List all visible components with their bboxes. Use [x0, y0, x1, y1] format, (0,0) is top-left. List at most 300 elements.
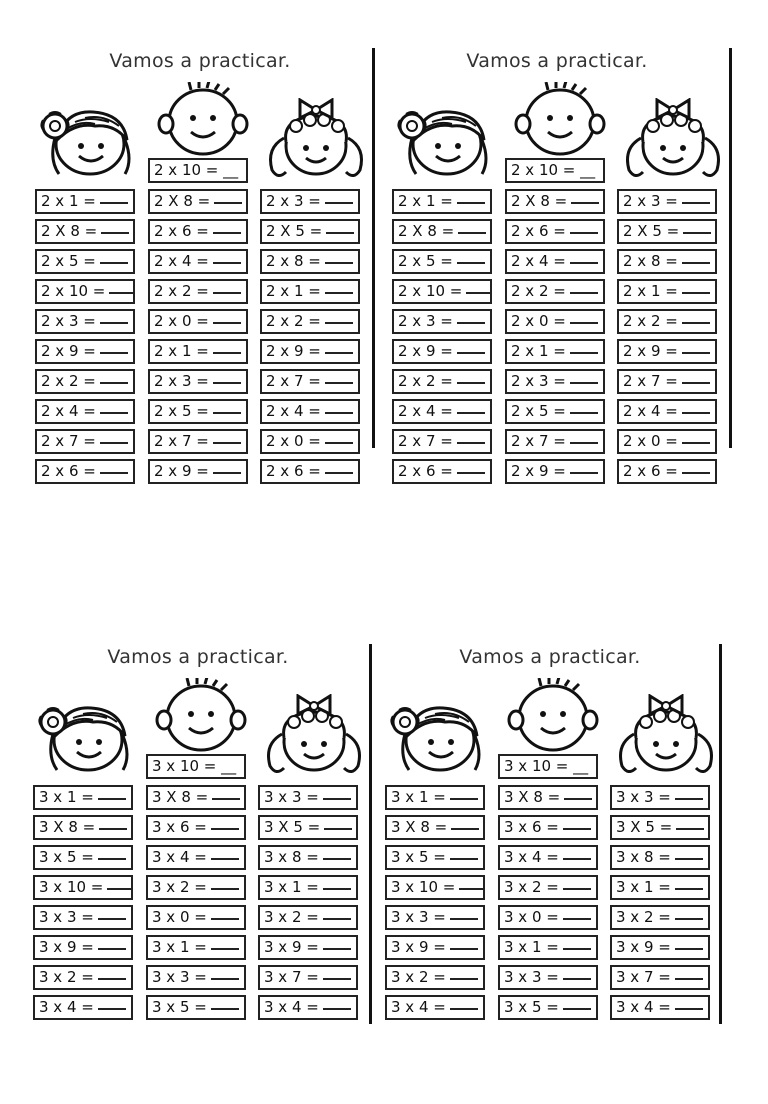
multiplication-problem[interactable] [146, 815, 246, 840]
answer-blank[interactable] [325, 262, 353, 264]
problem-text: 3 x 1 = [264, 878, 319, 896]
problem-text: 2 x 9 = [154, 462, 209, 480]
multiplication-problem[interactable] [385, 995, 485, 1020]
multiplication-problem[interactable] [617, 369, 717, 394]
answer-blank[interactable] [213, 472, 241, 474]
multiplication-problem[interactable] [505, 189, 605, 214]
girl-bow-icon [258, 694, 368, 783]
answer-blank[interactable] [323, 918, 351, 920]
girl-flower-icon [385, 696, 485, 780]
multiplication-problem[interactable] [258, 905, 358, 930]
problem-text: 3 x 9 = [39, 938, 94, 956]
multiplication-problem[interactable] [35, 399, 135, 424]
multiplication-problem[interactable] [35, 369, 135, 394]
multiplication-problem[interactable] [258, 815, 358, 840]
multiplication-problem[interactable] [148, 189, 248, 214]
multiplication-problem[interactable] [258, 965, 358, 990]
answer-blank[interactable] [323, 888, 351, 890]
answer-blank[interactable] [211, 888, 239, 890]
problem-text: 3 x 9 = [391, 938, 446, 956]
multiplication-problem[interactable] [498, 935, 598, 960]
multiplication-problem[interactable] [146, 965, 246, 990]
answer-blank[interactable] [563, 918, 591, 920]
multiplication-problem[interactable] [610, 965, 710, 990]
answer-blank[interactable] [570, 412, 598, 414]
answer-blank[interactable] [211, 1008, 239, 1010]
problem-text: 2 x 7 = [398, 432, 453, 450]
answer-blank[interactable] [213, 292, 241, 294]
answer-blank[interactable] [675, 858, 703, 860]
answer-blank[interactable] [457, 262, 485, 264]
answer-blank[interactable] [323, 858, 351, 860]
problem-text: 3 x 10 = [39, 878, 104, 896]
problem-text: 3 x 5 = [391, 848, 446, 866]
answer-blank[interactable] [683, 232, 711, 234]
problem-text: 2 X 8 = [511, 192, 568, 210]
problem-text: 2 x 4 = [623, 402, 678, 420]
answer-blank[interactable] [675, 978, 703, 980]
multiplication-problem[interactable] [146, 785, 246, 810]
multiplication-problem[interactable] [617, 219, 717, 244]
problem-text: 2 x 5 = [511, 402, 566, 420]
multiplication-problem[interactable] [146, 905, 246, 930]
problem-text: 3 x 3 = [504, 968, 559, 986]
multiplication-problem[interactable] [392, 429, 492, 454]
multiplication-problem[interactable] [617, 249, 717, 274]
answer-blank[interactable] [457, 202, 485, 204]
problem-text: 3 x 3 = [152, 968, 207, 986]
problem-text: 2 x 6 = [154, 222, 209, 240]
answer-blank[interactable] [450, 1008, 478, 1010]
problem-text: 3 x 6 = [504, 818, 559, 836]
multiplication-problem[interactable] [33, 785, 133, 810]
sheet-title: Vamos a practicar. [107, 646, 289, 668]
answer-blank[interactable] [570, 352, 598, 354]
problem-text: 3 x 1 = [39, 788, 94, 806]
problem-text: 2 x 7 = [511, 432, 566, 450]
multiplication-problem[interactable] [148, 339, 248, 364]
multiplication-problem[interactable] [35, 249, 135, 274]
problem-text: 2 x 8 = [623, 252, 678, 270]
multiplication-problem[interactable] [385, 905, 485, 930]
multiplication-problem[interactable] [260, 339, 360, 364]
answer-blank[interactable] [459, 888, 485, 890]
answer-blank[interactable] [450, 798, 478, 800]
answer-blank[interactable] [325, 202, 353, 204]
multiplication-problem[interactable] [35, 339, 135, 364]
multiplication-problem[interactable] [33, 875, 133, 900]
answer-blank[interactable] [325, 442, 353, 444]
multiplication-problem[interactable] [505, 219, 605, 244]
sheet-title: Vamos a practicar. [459, 646, 641, 668]
multiplication-problem[interactable] [35, 309, 135, 334]
answer-blank[interactable] [457, 412, 485, 414]
sheet-title: Vamos a practicar. [466, 50, 648, 72]
problem-text: 3 X 5 = [264, 818, 321, 836]
multiplication-problem[interactable] [148, 459, 248, 484]
multiplication-problem[interactable] [505, 459, 605, 484]
sheet-title: Vamos a practicar. [109, 50, 291, 72]
answer-blank[interactable] [325, 292, 353, 294]
multiplication-problem[interactable] [385, 965, 485, 990]
answer-blank[interactable] [213, 442, 241, 444]
problem-text: 2 x 4 = [398, 402, 453, 420]
problem-text: 3 x 6 = [152, 818, 207, 836]
sheet-divider [372, 48, 375, 448]
multiplication-problem[interactable] [258, 995, 358, 1020]
problem-text: 2 x 1 = [398, 192, 453, 210]
practice-sheet [392, 48, 737, 508]
answer-blank[interactable] [100, 322, 128, 324]
multiplication-problem[interactable] [392, 309, 492, 334]
multiplication-problem[interactable] [505, 249, 605, 274]
multiplication-problem[interactable] [148, 429, 248, 454]
answer-blank[interactable] [98, 798, 126, 800]
answer-blank[interactable] [675, 888, 703, 890]
answer-blank[interactable] [563, 948, 591, 950]
multiplication-problem[interactable] [258, 935, 358, 960]
problem-text: 3 x 4 = [152, 848, 207, 866]
answer-blank[interactable] [100, 352, 128, 354]
multiplication-problem[interactable] [498, 965, 598, 990]
problem-text: 3 X 8 = [152, 788, 209, 806]
answer-blank[interactable] [211, 978, 239, 980]
multiplication-problem[interactable] [260, 399, 360, 424]
problem-text: 3 x 7 = [616, 968, 671, 986]
practice-sheet [385, 644, 730, 1104]
problem-text: 2 x 9 = [398, 342, 453, 360]
problem-text: 2 x 2 = [511, 282, 566, 300]
answer-blank[interactable] [323, 798, 351, 800]
answer-blank[interactable] [325, 382, 353, 384]
problem-text: 2 x 2 = [266, 312, 321, 330]
problem-text: 3 x 3 = [264, 788, 319, 806]
multiplication-problem[interactable] [146, 995, 246, 1020]
answer-blank[interactable] [213, 352, 241, 354]
multiplication-problem[interactable] [148, 219, 248, 244]
multiplication-problem[interactable] [617, 459, 717, 484]
problem-text: 2 x 3 = [511, 372, 566, 390]
answer-blank[interactable] [98, 1008, 126, 1010]
multiplication-problem[interactable] [33, 935, 133, 960]
answer-blank[interactable] [212, 798, 240, 800]
multiplication-problem[interactable] [260, 429, 360, 454]
multiplication-problem[interactable] [35, 219, 135, 244]
multiplication-problem[interactable] [498, 845, 598, 870]
problem-text: 2 X 5 = [623, 222, 680, 240]
multiplication-problem[interactable] [617, 279, 717, 304]
multiplication-problem[interactable] [610, 995, 710, 1020]
problem-text: 3 x 1 = [152, 938, 207, 956]
girl-flower-icon [33, 696, 133, 780]
answer-blank[interactable] [100, 262, 128, 264]
multiplication-problem[interactable] [385, 845, 485, 870]
multiplication-problem[interactable] [385, 785, 485, 810]
top-problem-box: 3 x 10 = __ [498, 754, 598, 779]
answer-blank[interactable] [466, 292, 492, 294]
multiplication-problem[interactable] [260, 369, 360, 394]
multiplication-problem[interactable] [35, 279, 135, 304]
problem-text: 2 x 3 = [154, 372, 209, 390]
problem-text: 2 x 2 = [154, 282, 209, 300]
problem-text: 2 x 10 = [41, 282, 106, 300]
answer-blank[interactable] [325, 322, 353, 324]
problem-text: 3 x 4 = [616, 998, 671, 1016]
multiplication-problem[interactable] [505, 339, 605, 364]
answer-blank[interactable] [563, 1008, 591, 1010]
answer-blank[interactable] [325, 352, 353, 354]
answer-blank[interactable] [100, 382, 128, 384]
answer-blank[interactable] [323, 948, 351, 950]
answer-blank[interactable] [211, 948, 239, 950]
multiplication-problem[interactable] [610, 935, 710, 960]
problem-text: 2 x 3 = [623, 192, 678, 210]
answer-blank[interactable] [325, 412, 353, 414]
multiplication-problem[interactable] [505, 399, 605, 424]
answer-blank[interactable] [326, 232, 354, 234]
multiplication-problem[interactable] [148, 279, 248, 304]
problem-text: 3 x 4 = [391, 998, 446, 1016]
answer-blank[interactable] [100, 412, 128, 414]
problem-text: 2 x 2 = [623, 312, 678, 330]
answer-blank[interactable] [107, 888, 133, 890]
problem-text: 2 x 7 = [154, 432, 209, 450]
answer-blank[interactable] [98, 858, 126, 860]
multiplication-problem[interactable] [610, 845, 710, 870]
answer-blank[interactable] [211, 828, 239, 830]
problem-text: 3 X 8 = [504, 788, 561, 806]
answer-blank[interactable] [211, 858, 239, 860]
multiplication-problem[interactable] [392, 339, 492, 364]
answer-blank[interactable] [457, 442, 485, 444]
multiplication-problem[interactable] [498, 785, 598, 810]
multiplication-problem[interactable] [33, 845, 133, 870]
answer-blank[interactable] [682, 412, 710, 414]
multiplication-problem[interactable] [146, 935, 246, 960]
answer-blank[interactable] [682, 322, 710, 324]
answer-blank[interactable] [564, 798, 592, 800]
answer-blank[interactable] [563, 858, 591, 860]
answer-blank[interactable] [563, 828, 591, 830]
answer-blank[interactable] [675, 918, 703, 920]
multiplication-problem[interactable] [258, 785, 358, 810]
problem-text: 2 x 4 = [511, 252, 566, 270]
answer-blank[interactable] [213, 322, 241, 324]
answer-blank[interactable] [682, 202, 710, 204]
multiplication-problem[interactable] [392, 399, 492, 424]
multiplication-problem[interactable] [35, 429, 135, 454]
multiplication-problem[interactable] [617, 309, 717, 334]
problem-text: 2 x 0 = [623, 432, 678, 450]
answer-blank[interactable] [100, 202, 128, 204]
boy-face-icon [151, 82, 251, 166]
answer-blank[interactable] [570, 232, 598, 234]
multiplication-problem[interactable] [392, 369, 492, 394]
problem-text: 2 X 8 = [41, 222, 98, 240]
multiplication-problem[interactable] [260, 309, 360, 334]
multiplication-problem[interactable] [498, 905, 598, 930]
answer-blank[interactable] [570, 322, 598, 324]
multiplication-problem[interactable] [148, 309, 248, 334]
multiplication-problem[interactable] [260, 279, 360, 304]
answer-blank[interactable] [682, 382, 710, 384]
answer-blank[interactable] [570, 262, 598, 264]
multiplication-problem[interactable] [33, 905, 133, 930]
answer-blank[interactable] [213, 232, 241, 234]
multiplication-problem[interactable] [33, 995, 133, 1020]
answer-blank[interactable] [450, 858, 478, 860]
multiplication-problem[interactable] [33, 815, 133, 840]
answer-blank[interactable] [570, 292, 598, 294]
answer-blank[interactable] [101, 232, 129, 234]
problem-text: 3 x 5 = [152, 998, 207, 1016]
answer-blank[interactable] [450, 948, 478, 950]
problem-text: 3 x 9 = [264, 938, 319, 956]
answer-blank[interactable] [324, 828, 352, 830]
multiplication-problem[interactable] [610, 875, 710, 900]
answer-blank[interactable] [325, 472, 353, 474]
answer-blank[interactable] [98, 978, 126, 980]
answer-blank[interactable] [682, 472, 710, 474]
problem-text: 3 x 2 = [391, 968, 446, 986]
multiplication-problem[interactable] [146, 875, 246, 900]
multiplication-problem[interactable] [260, 459, 360, 484]
problem-text: 2 x 9 = [623, 342, 678, 360]
answer-blank[interactable] [682, 442, 710, 444]
answer-blank[interactable] [451, 828, 479, 830]
answer-blank[interactable] [450, 918, 478, 920]
multiplication-problem[interactable] [148, 399, 248, 424]
boy-face-icon [508, 82, 608, 166]
boy-face-icon [149, 678, 249, 762]
answer-blank[interactable] [457, 472, 485, 474]
answer-blank[interactable] [676, 828, 704, 830]
answer-blank[interactable] [99, 828, 127, 830]
multiplication-problem[interactable] [505, 279, 605, 304]
answer-blank[interactable] [682, 292, 710, 294]
problem-text: 3 x 5 = [39, 848, 94, 866]
problem-text: 2 x 9 = [41, 342, 96, 360]
problem-text: 2 x 9 = [511, 462, 566, 480]
multiplication-problem[interactable] [610, 905, 710, 930]
answer-blank[interactable] [457, 322, 485, 324]
problem-text: 2 x 2 = [41, 372, 96, 390]
answer-blank[interactable] [98, 948, 126, 950]
multiplication-problem[interactable] [35, 189, 135, 214]
multiplication-problem[interactable] [385, 875, 485, 900]
top-problem-box: 3 x 10 = __ [146, 754, 246, 779]
answer-blank[interactable] [675, 798, 703, 800]
multiplication-problem[interactable] [392, 279, 492, 304]
answer-blank[interactable] [675, 948, 703, 950]
answer-blank[interactable] [323, 1008, 351, 1010]
multiplication-problem[interactable] [260, 219, 360, 244]
multiplication-problem[interactable] [392, 249, 492, 274]
multiplication-problem[interactable] [148, 249, 248, 274]
answer-blank[interactable] [458, 232, 486, 234]
multiplication-problem[interactable] [385, 815, 485, 840]
multiplication-problem[interactable] [146, 845, 246, 870]
problem-text: 3 x 1 = [391, 788, 446, 806]
multiplication-problem[interactable] [498, 815, 598, 840]
multiplication-problem[interactable] [33, 965, 133, 990]
multiplication-problem[interactable] [258, 875, 358, 900]
answer-blank[interactable] [570, 442, 598, 444]
problem-text: 2 x 0 = [511, 312, 566, 330]
multiplication-problem[interactable] [385, 935, 485, 960]
answer-blank[interactable] [213, 412, 241, 414]
problem-text: 2 x 9 = [266, 342, 321, 360]
multiplication-problem[interactable] [617, 189, 717, 214]
problem-text: 3 x 1 = [504, 938, 559, 956]
answer-blank[interactable] [100, 472, 128, 474]
multiplication-problem[interactable] [260, 249, 360, 274]
answer-blank[interactable] [571, 202, 599, 204]
multiplication-problem[interactable] [392, 459, 492, 484]
answer-blank[interactable] [675, 1008, 703, 1010]
answer-blank[interactable] [323, 978, 351, 980]
answer-blank[interactable] [457, 352, 485, 354]
problem-text: 2 x 8 = [266, 252, 321, 270]
answer-blank[interactable] [213, 262, 241, 264]
answer-blank[interactable] [214, 202, 242, 204]
answer-blank[interactable] [450, 978, 478, 980]
multiplication-problem[interactable] [498, 875, 598, 900]
multiplication-problem[interactable] [610, 785, 710, 810]
girl-flower-icon [392, 100, 492, 184]
multiplication-problem[interactable] [260, 189, 360, 214]
answer-blank[interactable] [563, 888, 591, 890]
multiplication-problem[interactable] [617, 429, 717, 454]
problem-text: 3 x 2 = [616, 908, 671, 926]
answer-blank[interactable] [457, 382, 485, 384]
multiplication-problem[interactable] [610, 815, 710, 840]
problem-text: 2 x 2 = [398, 372, 453, 390]
multiplication-problem[interactable] [505, 429, 605, 454]
answer-blank[interactable] [682, 352, 710, 354]
boy-face-icon [501, 678, 601, 762]
multiplication-problem[interactable] [498, 995, 598, 1020]
answer-blank[interactable] [98, 918, 126, 920]
multiplication-problem[interactable] [617, 339, 717, 364]
answer-blank[interactable] [682, 262, 710, 264]
problem-text: 3 x 0 = [504, 908, 559, 926]
practice-sheet [35, 48, 380, 508]
multiplication-problem[interactable] [258, 845, 358, 870]
answer-blank[interactable] [213, 382, 241, 384]
multiplication-problem[interactable] [392, 189, 492, 214]
problem-text: 3 x 3 = [391, 908, 446, 926]
answer-blank[interactable] [109, 292, 135, 294]
problem-text: 3 x 8 = [264, 848, 319, 866]
multiplication-problem[interactable] [505, 369, 605, 394]
multiplication-problem[interactable] [617, 399, 717, 424]
problem-text: 2 x 6 = [511, 222, 566, 240]
problem-text: 2 x 1 = [266, 282, 321, 300]
problem-text: 3 x 3 = [39, 908, 94, 926]
problem-text: 3 x 5 = [504, 998, 559, 1016]
multiplication-problem[interactable] [392, 219, 492, 244]
answer-blank[interactable] [570, 472, 598, 474]
multiplication-problem[interactable] [505, 309, 605, 334]
answer-blank[interactable] [570, 382, 598, 384]
answer-blank[interactable] [211, 918, 239, 920]
answer-blank[interactable] [100, 442, 128, 444]
problem-text: 3 x 9 = [616, 938, 671, 956]
multiplication-problem[interactable] [35, 459, 135, 484]
answer-blank[interactable] [563, 978, 591, 980]
multiplication-problem[interactable] [148, 369, 248, 394]
